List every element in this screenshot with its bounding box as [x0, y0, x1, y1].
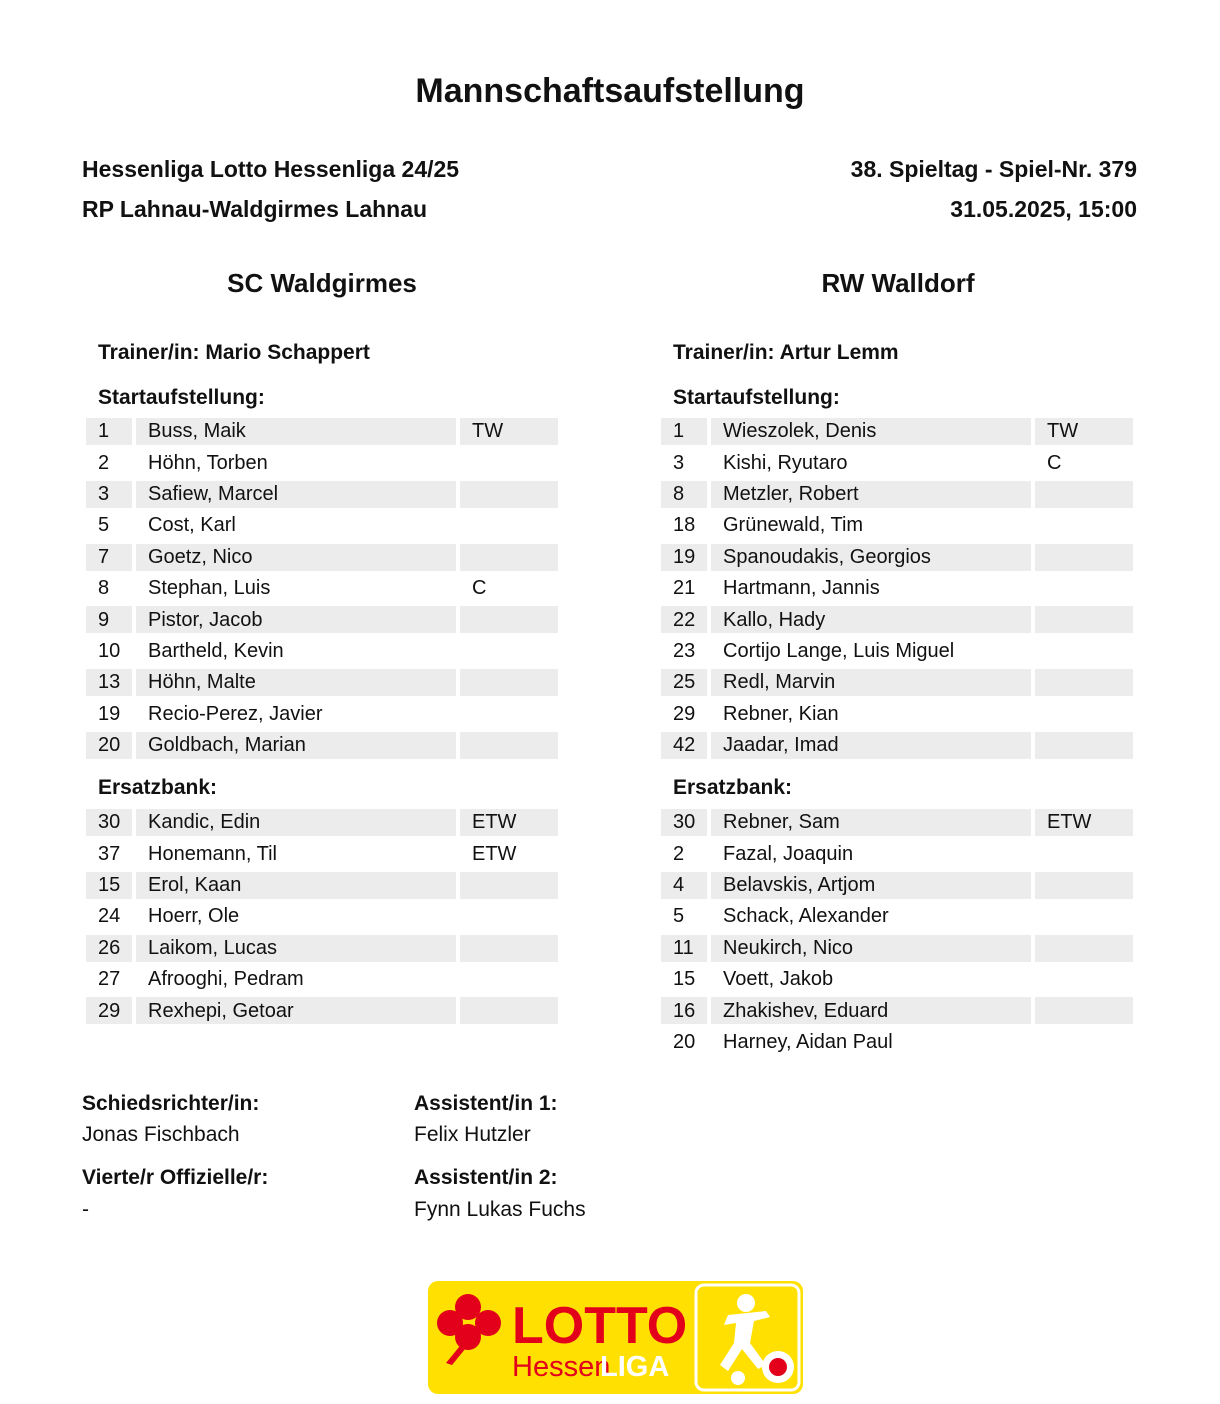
player-row	[86, 604, 562, 635]
player-name: Goldbach, Marian	[136, 730, 456, 761]
player-name: Recio-Perez, Javier	[148, 702, 323, 725]
player-role	[1035, 699, 1133, 730]
away-bench-heading: Ersatzbank:	[673, 776, 793, 799]
player-name: Höhn, Malte	[136, 667, 456, 698]
player-name: Honemann, Til	[148, 842, 277, 865]
player-row	[661, 730, 1137, 761]
player-row	[86, 510, 562, 541]
player-number: 42	[661, 730, 707, 761]
player-role	[1035, 636, 1133, 667]
player-row	[661, 667, 1137, 698]
player-row	[86, 964, 562, 995]
player-name: Laikom, Lucas	[136, 933, 456, 964]
player-name: Höhn, Torben	[148, 451, 268, 474]
player-row	[86, 636, 562, 667]
player-name: Pistor, Jacob	[136, 604, 456, 635]
player-name: Bartheld, Kevin	[148, 639, 284, 662]
player-name: Kandic, Edin	[136, 807, 456, 838]
away-team-name: RW Walldorf	[821, 268, 975, 298]
player-name: Buss, Maik	[136, 416, 456, 447]
player-row	[661, 933, 1137, 964]
player-number: 1	[661, 416, 707, 447]
player-name: Jaadar, Imad	[711, 730, 1031, 761]
player-role	[460, 604, 558, 635]
player-number: 29	[86, 995, 132, 1026]
player-row	[661, 510, 1137, 541]
player-name: Goetz, Nico	[136, 542, 456, 573]
player-role	[460, 542, 558, 573]
player-number: 15	[673, 968, 696, 991]
home-starters-list	[86, 416, 562, 761]
player-role	[1035, 901, 1133, 932]
player-name: Redl, Marvin	[711, 667, 1031, 698]
player-number: 15	[86, 870, 132, 901]
player-number: 30	[86, 807, 132, 838]
player-role	[1035, 510, 1133, 541]
league-name: Hessenliga Lotto Hessenliga 24/25	[82, 156, 460, 182]
player-number: 16	[661, 995, 707, 1026]
player-role	[1035, 604, 1133, 635]
player-role	[1035, 479, 1133, 510]
logo-line2: LIGA	[600, 1351, 670, 1383]
player-number: 23	[673, 639, 696, 662]
player-row	[661, 964, 1137, 995]
player-name: Grünewald, Tim	[723, 514, 864, 537]
player-name: Erol, Kaan	[136, 870, 456, 901]
player-role	[460, 447, 558, 478]
matchday: 38. Spieltag - Spiel-Nr. 379	[850, 156, 1137, 182]
player-name: Safiew, Marcel	[136, 479, 456, 510]
player-row	[661, 604, 1137, 635]
player-role	[1035, 870, 1133, 901]
player-row	[661, 995, 1137, 1026]
player-row	[661, 636, 1137, 667]
player-role	[1035, 573, 1133, 604]
player-number: 1	[86, 416, 132, 447]
venue: RP Lahnau-Waldgirmes Lahnau	[82, 196, 428, 222]
player-name: Zhakishev, Eduard	[711, 995, 1031, 1026]
home-team-name: SC Waldgirmes	[227, 268, 417, 298]
player-role	[1035, 730, 1133, 761]
player-number: 22	[661, 604, 707, 635]
player-number: 21	[673, 577, 696, 600]
player-name: Wieszolek, Denis	[711, 416, 1031, 447]
player-number: 4	[661, 870, 707, 901]
player-number: 3	[673, 451, 685, 474]
player-row	[86, 699, 562, 730]
player-number: 30	[661, 807, 707, 838]
player-name: Cost, Karl	[148, 514, 236, 537]
logo-word: LOTTO	[512, 1297, 688, 1355]
player-role	[460, 933, 558, 964]
match-datetime: 31.05.2025, 15:00	[950, 196, 1137, 222]
player-row	[86, 479, 562, 510]
player-name: Belavskis, Artjom	[711, 870, 1031, 901]
player-row	[86, 870, 562, 901]
player-number: 25	[661, 667, 707, 698]
away-starters-list	[661, 416, 1137, 761]
player-number: 26	[86, 933, 132, 964]
player-name: Metzler, Robert	[711, 479, 1031, 510]
player-role	[460, 901, 558, 932]
home-bench-heading: Ersatzbank:	[98, 776, 218, 799]
player-role	[1035, 542, 1133, 573]
player-number: 13	[86, 667, 132, 698]
assistant1-name: Felix Hutzler	[414, 1123, 531, 1146]
away-starters-heading: Startaufstellung:	[673, 386, 840, 409]
player-number: 20	[673, 1030, 696, 1053]
player-number: 5	[98, 514, 110, 537]
player-role	[1035, 964, 1133, 995]
player-name: Rexhepi, Getoar	[136, 995, 456, 1026]
player-row	[86, 447, 562, 478]
player-number: 27	[98, 968, 121, 991]
player-number: 24	[98, 905, 121, 928]
player-role	[460, 667, 558, 698]
player-row	[86, 542, 562, 573]
player-name: Cortijo Lange, Luis Miguel	[723, 639, 955, 662]
player-name: Kallo, Hady	[711, 604, 1031, 635]
player-row	[661, 699, 1137, 730]
player-row	[661, 447, 1137, 478]
player-role	[460, 636, 558, 667]
player-number: 8	[661, 479, 707, 510]
player-row	[661, 870, 1137, 901]
fourth-official-label: Vierte/r Offizielle/r:	[82, 1166, 269, 1189]
player-name: Hartmann, Jannis	[723, 577, 880, 600]
assistant2-name: Fynn Lukas Fuchs	[414, 1198, 586, 1221]
player-row	[86, 667, 562, 698]
assistant1-label: Assistent/in 1:	[414, 1092, 558, 1115]
player-name: Kishi, Ryutaro	[723, 451, 848, 474]
home-trainer: Trainer/in: Mario Schappert	[98, 341, 370, 364]
referee-label: Schiedsrichter/in:	[82, 1092, 260, 1115]
player-number: 19	[98, 702, 121, 725]
player-role	[460, 730, 558, 761]
player-role	[460, 964, 558, 995]
ball-icon	[731, 1371, 745, 1385]
player-role	[1035, 838, 1133, 869]
home-starters-heading: Startaufstellung:	[98, 386, 265, 409]
player-row	[86, 416, 562, 447]
player-number: 11	[661, 933, 707, 964]
player-role: ETW	[472, 842, 517, 865]
away-bench-list	[661, 807, 1137, 1058]
player-role	[1035, 995, 1133, 1026]
fourth-official-name: -	[82, 1198, 89, 1221]
player-role	[460, 870, 558, 901]
player-name: Fazal, Joaquin	[723, 842, 854, 865]
player-name: Afrooghi, Pedram	[148, 968, 304, 991]
player-row	[86, 901, 562, 932]
player-number: 7	[86, 542, 132, 573]
referee-name: Jonas Fischbach	[82, 1123, 240, 1146]
player-name: Rebner, Kian	[723, 702, 839, 725]
assistant2-label: Assistent/in 2:	[414, 1166, 558, 1189]
player-role	[1035, 933, 1133, 964]
player-row	[86, 807, 562, 838]
player-name: Neukirch, Nico	[711, 933, 1031, 964]
player-row	[661, 416, 1137, 447]
player-role	[460, 995, 558, 1026]
player-row	[661, 573, 1137, 604]
player-role	[460, 699, 558, 730]
player-number: 2	[98, 451, 110, 474]
player-role: ETW	[460, 807, 558, 838]
player-number: 8	[98, 577, 110, 600]
player-number: 29	[673, 702, 696, 725]
player-row	[661, 807, 1137, 838]
player-role	[460, 479, 558, 510]
player-name: Rebner, Sam	[711, 807, 1031, 838]
player-number: 20	[86, 730, 132, 761]
player-row	[86, 933, 562, 964]
player-row	[86, 573, 562, 604]
player-role: C	[472, 577, 487, 600]
player-role	[460, 510, 558, 541]
logo-line1: Hessen	[512, 1351, 611, 1383]
player-number: 19	[661, 542, 707, 573]
player-name: Harney, Aidan Paul	[723, 1030, 893, 1053]
player-number: 2	[673, 842, 685, 865]
player-name: Stephan, Luis	[148, 577, 271, 600]
player-name: Hoerr, Ole	[148, 905, 240, 928]
player-row	[661, 479, 1137, 510]
lotto-hessenliga-logo	[428, 1281, 803, 1394]
page-title: Mannschaftsaufstellung	[415, 72, 805, 110]
player-name: Voett, Jakob	[723, 968, 834, 991]
player-number: 9	[86, 604, 132, 635]
player-row	[661, 542, 1137, 573]
player-number: 3	[86, 479, 132, 510]
player-number: 18	[673, 514, 696, 537]
player-row	[86, 838, 562, 869]
home-bench-list	[86, 807, 562, 1027]
player-name: Schack, Alexander	[723, 905, 889, 928]
player-row	[86, 995, 562, 1026]
player-role: ETW	[1035, 807, 1133, 838]
player-number: 37	[98, 842, 121, 865]
away-trainer: Trainer/in: Artur Lemm	[673, 341, 899, 364]
player-row	[661, 901, 1137, 932]
player-number: 5	[673, 905, 685, 928]
player-row	[86, 730, 562, 761]
player-role: TW	[460, 416, 558, 447]
player-role	[1035, 667, 1133, 698]
player-row	[661, 1027, 1137, 1058]
player-number: 10	[98, 639, 121, 662]
player-role: C	[1047, 451, 1062, 474]
player-role: TW	[1035, 416, 1133, 447]
player-name: Spanoudakis, Georgios	[711, 542, 1031, 573]
player-role	[1035, 1027, 1133, 1058]
player-row	[661, 838, 1137, 869]
